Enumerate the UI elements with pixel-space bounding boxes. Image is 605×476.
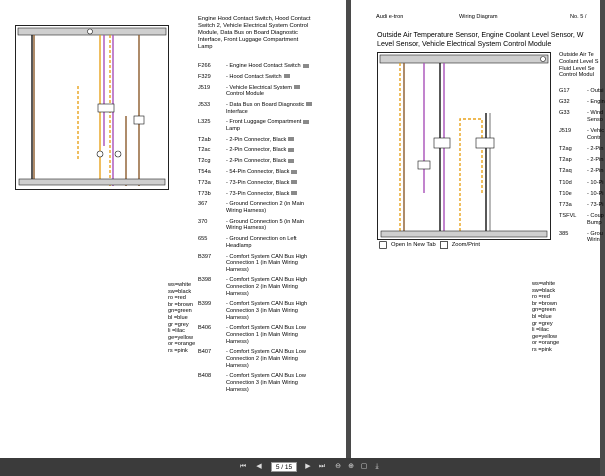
component-code: J519 [559,128,572,135]
description-line: Connection 3 (in Main Wiring [226,379,298,386]
legend-item: br =brown [168,301,194,308]
legend-item: ws=white [532,281,556,287]
component-code: J533 [198,101,211,108]
legend-item: gn=green [168,308,192,315]
description-line: - 2-Pin [587,157,604,164]
legend-item: rs =pink [168,347,188,354]
component-description [226,102,343,115]
component-row [559,157,604,164]
description-line: - Grou [587,230,603,237]
legend-item: li =lilac [168,328,185,335]
camera-icon[interactable] [288,137,294,141]
description-line: Interface [226,108,248,115]
description-text: - 2-Pin Connector, Black [226,147,287,154]
title-line: Interface, Front Luggage Compartment [198,37,299,43]
component-description [226,254,343,274]
description-line [226,63,343,70]
component-description [226,158,343,165]
component-code: T54a [198,169,211,176]
component-code: B408 [198,373,212,380]
component-code: F266 [198,63,211,69]
component-row [198,158,343,165]
title-line: Fluid Level Se [559,65,595,72]
description-line: - 73-Pi [587,201,604,208]
document-page-right [351,0,605,458]
component-description [226,85,343,98]
component-code: G33 [559,110,570,117]
color-legend-left [168,282,195,355]
component-description [226,219,343,232]
legend-item: li =lilac [532,327,549,334]
component-description [226,191,343,198]
component-row [198,301,343,321]
component-description [226,373,343,393]
legend-item: sw=black [168,288,192,295]
description-text: - 73-Pin Connector, Black [226,179,290,186]
component-row [198,201,343,214]
title-line: Switch 2, Vehicle Electrical System Control [198,23,309,29]
component-description [226,201,343,214]
component-row [198,85,343,98]
description-line: - 10-Pi [587,190,604,197]
camera-icon[interactable] [291,170,297,174]
component-row [198,180,343,187]
description-text: - 73-Pin Connector, Black [226,190,290,197]
last-page-icon[interactable]: ⏭ [318,463,326,470]
component-row [559,168,604,175]
component-description [226,119,343,132]
component-code: G17 [559,88,570,94]
component-row [198,191,343,198]
header-doc-type: Wiring Diagram [459,14,498,20]
description-line: Wiring Harness) [226,207,267,214]
description-line: Senso [587,116,603,123]
camera-icon[interactable] [288,159,294,163]
description-line: Headlamp [226,242,252,249]
component-description [587,110,603,123]
component-code: J519 [198,84,211,91]
component-row [198,137,343,144]
component-code: B397 [198,253,212,260]
title-line: Engine Hood Contact Switch, Hood Contact [198,16,311,22]
zoom-in-icon[interactable]: ⊕ [348,463,354,470]
description-line: Control Module [226,91,264,98]
component-row [559,201,604,209]
component-description [226,236,343,249]
camera-icon[interactable] [306,102,312,106]
title-line: Outside Air Te [559,52,594,58]
page-number-input[interactable]: 5 / 15 [271,462,297,472]
component-code: TSFVL [559,213,577,220]
prev-page-icon[interactable]: ◀ [256,463,262,470]
description-line: Harness) [226,362,249,369]
description-line [226,191,343,198]
component-row [198,236,343,249]
side-title-right [559,52,599,79]
description-line: - 2-Pin [587,145,604,152]
diagram-title-left [198,16,310,51]
camera-icon[interactable] [303,64,309,68]
component-code: B407 [198,349,212,356]
component-description [226,147,343,154]
component-code: B406 [198,325,212,332]
description-line: - Outsi [587,88,604,94]
component-row [198,169,343,176]
component-row [198,325,343,345]
title-line: Level Sensor, Vehicle Electrical System Control Module [377,39,552,48]
description-line [226,180,343,187]
description-line: - Ground Connection on Left [226,236,297,243]
component-description [587,180,603,187]
component-description [587,128,604,141]
description-line: - 10-Pi [587,179,604,186]
component-description [587,88,603,95]
component-row [559,99,605,106]
wiring-diagram-right [377,52,551,240]
camera-icon[interactable] [291,180,297,184]
description-line: - Wind [587,110,604,117]
description-line: - Ground Connection 5 (in Main [226,218,305,225]
component-code: T73a [198,179,211,186]
camera-icon[interactable] [288,148,294,152]
component-row [559,213,604,226]
camera-icon[interactable] [303,120,309,124]
component-description [226,169,343,176]
title-line: Control Modul [559,72,594,79]
description-line: - Vehic [587,128,605,135]
component-code: B399 [198,301,212,308]
description-line: - Coup [587,213,604,220]
description-line: Connection 2 (in Main Wiring [226,284,298,291]
component-code: T2ac [198,147,211,154]
component-row [198,349,343,369]
component-code: T10d [559,179,572,186]
first-page-icon[interactable]: ⏮ [239,463,247,470]
description-text: - 54-Pin Connector, Black [226,169,290,176]
description-line: Bump [587,219,602,226]
description-text: - Data Bus on Board Diagnostic [226,101,305,108]
description-line: Wirin [587,237,600,244]
legend-item: ge=yellow [532,333,558,340]
component-code: 385 [559,230,569,237]
legend-item: rs =pink [532,346,552,353]
legend-item: ws=white [168,282,192,288]
component-description [587,146,603,153]
component-row [198,147,343,154]
legend-item: or =orange [168,341,196,348]
component-row [198,219,343,232]
component-row [559,179,604,187]
component-description [226,137,343,144]
description-line [226,74,343,81]
description-line: - Comfort System CAN Bus Low [226,325,306,332]
download-icon[interactable]: ⤓ [375,463,379,470]
open-tab-icon[interactable] [379,241,387,249]
component-row [198,119,343,132]
diagram-title-right [377,31,600,48]
description-line [226,158,343,165]
component-code: T2cg [198,158,211,165]
component-row [559,145,604,153]
description-line [226,147,343,154]
zoom-out-icon[interactable]: ⊖ [335,463,341,470]
component-row [198,63,343,70]
component-code: T2ag [559,145,572,152]
component-row [559,88,604,95]
legend-item: ro =red [532,294,550,301]
title-line: Coolant Level S [559,58,599,65]
component-description [587,157,603,164]
description-line: Harness) [226,290,249,297]
component-code: T73a [559,201,572,208]
description-text: - Engine Hood Contact Switch [226,63,301,69]
legend-item: ro =red [168,295,186,302]
description-line: Contr [587,134,601,141]
component-description [226,63,343,70]
description-line: Connection 1 (in Main Wiring [226,332,298,338]
description-line [226,102,343,109]
description-text: - 2-Pin Connector, Black [226,136,287,143]
component-code: T10e [559,190,572,197]
diagram-actions [379,241,480,249]
header-brand: Audi e-tron [376,14,404,20]
camera-icon[interactable] [284,74,290,78]
description-line: Harness) [226,386,249,393]
description-line: Harness) [226,338,249,345]
legend-item: gr =grey [532,320,553,327]
component-list-left [198,63,343,397]
component-description [587,231,603,244]
component-code: 655 [198,236,208,243]
title-line: Outside Air Temperature Sensor, Engine Coolant Level Sensor, W [377,31,584,39]
description-line: Harness) [226,266,249,273]
component-code: G32 [559,99,570,106]
component-code: 367 [198,201,208,208]
component-description [226,180,343,187]
component-row [198,277,343,297]
header-page-no: No. 5 / [570,14,587,20]
component-row [198,74,343,81]
legend-item: bl =blue [168,314,188,321]
component-code: T2aq [559,168,572,175]
description-line [226,85,343,92]
component-row [198,254,343,274]
component-code: 370 [198,218,208,225]
description-line: - Comfort System CAN Bus High [226,277,308,284]
description-text: - Front Luggage Compartment [226,119,302,126]
description-line [226,119,343,126]
description-line: - Comfort System CAN Bus High [226,301,308,308]
description-line: - Comfort System CAN Bus Low [226,349,306,356]
legend-item: gn=green [532,307,556,314]
wiring-diagram-left [15,25,169,190]
legend-item: bl =blue [532,313,552,320]
component-description [587,168,603,175]
legend-item: gr =grey [168,321,189,328]
description-line: Lamp [226,125,240,132]
description-text: - Hood Contact Switch [226,73,282,80]
component-row [198,102,343,115]
description-line: - Ground Connection 2 (in Main [226,201,305,208]
component-description [226,74,343,81]
component-description [226,277,343,297]
description-text: - Vehicle Electrical System [226,84,292,91]
component-row [559,230,603,244]
description-line: Harness) [226,314,249,321]
legend-item: br =brown [532,300,558,307]
component-code: F329 [198,73,211,80]
description-line: - Comfort System CAN Bus Low [226,373,306,380]
description-line: Wiring Harness) [226,225,267,232]
description-line: Connection 1 (in Main Wiring [226,260,298,267]
viewer-toolbar [0,458,600,476]
color-legend-right [532,281,559,354]
component-row [198,373,343,393]
description-line [226,169,343,176]
component-code: B398 [198,277,212,284]
title-line: Module, Data Bus on Board Diagnostic [198,30,298,36]
component-code: T73b [198,190,211,197]
camera-icon[interactable] [294,85,300,89]
component-description [587,191,603,198]
component-description [587,99,605,106]
component-description [226,349,343,369]
component-code: L325 [198,119,211,126]
description-line: - Comfort System CAN Bus High [226,253,308,260]
component-description [226,301,343,321]
component-description [587,213,604,226]
zoom-print-icon[interactable] [440,241,448,249]
fit-page-icon[interactable]: ▢ [360,463,368,470]
open-in-new-tab-link[interactable]: Open In New Tab [391,242,436,248]
component-list-right [559,88,605,249]
component-description [587,202,603,209]
description-line: Connection 3 (in Main Wiring [226,308,298,315]
zoom-print-link[interactable]: Zoom/Print [451,242,481,248]
description-line: Connection 2 (in Main Wiring [226,355,298,362]
component-row [559,128,605,141]
component-description [226,325,343,345]
description-line [226,137,343,144]
legend-item: or =orange [532,340,560,347]
component-row [559,110,604,123]
component-code: T2ab [198,136,211,143]
legend-item: ge=yellow [168,334,194,341]
component-code: T2ap [559,157,572,164]
description-line: - Engin [587,99,605,106]
component-row [559,190,604,198]
description-line: - 2-Pin [587,168,604,175]
title-line: Lamp [198,44,213,50]
next-page-icon[interactable]: ▶ [305,463,311,470]
description-text: - 2-Pin Connector, Black [226,158,287,165]
legend-item: sw=black [532,287,556,294]
camera-icon[interactable] [291,191,297,195]
